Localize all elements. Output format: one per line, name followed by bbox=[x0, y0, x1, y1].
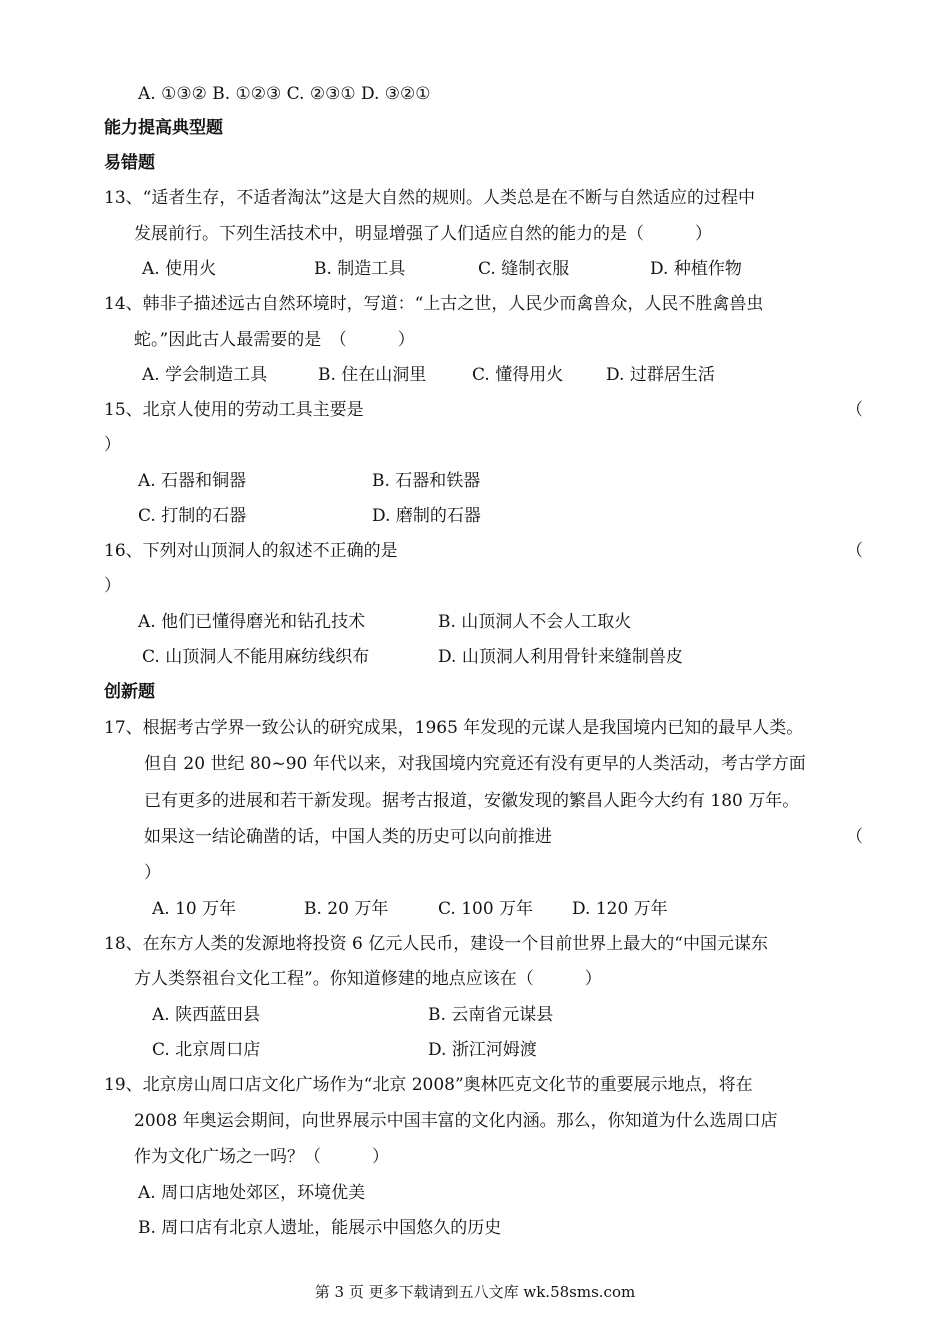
question-16-paren-close: ） bbox=[104, 576, 121, 596]
question-16-option-d: D. 山顶洞人利用骨针来缝制兽皮 bbox=[438, 647, 683, 667]
question-13-line1: 13、“适者生存，不适者淘汰”这是大自然的规则。人类总是在不断与自然适应的过程中 bbox=[104, 188, 756, 208]
question-17-line4: 如果这一结论确凿的话，中国人类的历史可以向前推进 bbox=[144, 827, 552, 847]
question-16-option-a: A. 他们已懂得磨光和钻孔技术 bbox=[138, 612, 366, 632]
question-17-option-d: D. 120 万年 bbox=[572, 899, 668, 919]
question-19-line2: 2008 年奥运会期间，向世界展示中国丰富的文化内涵。那么，你知道为什么选周口店 bbox=[134, 1111, 778, 1131]
question-15-paren-open: （ bbox=[846, 400, 863, 420]
question-14-option-b: B. 住在山洞里 bbox=[318, 365, 427, 385]
question-14-option-a: A. 学会制造工具 bbox=[142, 365, 268, 385]
question-18-option-d: D. 浙江河姆渡 bbox=[428, 1040, 537, 1060]
question-14-line1: 14、韩非子描述远古自然环境时，写道：“上古之世，人民少而禽兽众，人民不胜禽兽虫 bbox=[104, 294, 764, 314]
question-14-line2: 蛇。”因此古人最需要的是 （ ） bbox=[134, 330, 415, 350]
question-13-option-b: B. 制造工具 bbox=[314, 259, 406, 279]
question-14-option-c: C. 懂得用火 bbox=[472, 365, 564, 385]
section-heading-ability: 能力提高典型题 bbox=[104, 118, 223, 138]
question-16-paren-open: （ bbox=[846, 541, 863, 561]
question-17-option-b: B. 20 万年 bbox=[304, 899, 389, 919]
q12-options: A. ①③② B. ①②③ C. ②③① D. ③②① bbox=[138, 84, 431, 104]
question-17-line3: 已有更多的进展和若干新发现。据考古报道，安徽发现的繁昌人距今大约有 180 万年。 bbox=[144, 791, 800, 811]
question-17-paren-open: （ bbox=[846, 827, 863, 847]
question-17-option-a: A. 10 万年 bbox=[152, 899, 237, 919]
question-13-option-c: C. 缝制衣服 bbox=[478, 259, 570, 279]
question-16-line1: 16、下列对山顶洞人的叙述不正确的是 bbox=[104, 541, 398, 561]
question-15-paren-close: ） bbox=[104, 435, 121, 455]
question-17-line1: 17、根据考古学界一致公认的研究成果，1965 年发现的元谋人是我国境内已知的最早人类。 bbox=[104, 718, 804, 738]
question-18-line2: 方人类祭祖台文化工程”。你知道修建的地点应该在（ ） bbox=[134, 969, 602, 989]
question-13-option-d: D. 种植作物 bbox=[650, 259, 742, 279]
question-19-line1: 19、北京房山周口店文化广场作为“北京 2008”奥林匹克文化节的重要展示地点，将在 bbox=[104, 1075, 753, 1095]
question-15-option-c: C. 打制的石器 bbox=[138, 506, 247, 526]
question-15-line1: 15、北京人使用的劳动工具主要是 bbox=[104, 400, 364, 420]
question-19-option-b: B. 周口店有北京人遗址，能展示中国悠久的历史 bbox=[138, 1218, 502, 1238]
question-15-option-a: A. 石器和铜器 bbox=[138, 471, 247, 491]
question-18-option-a: A. 陕西蓝田县 bbox=[152, 1005, 261, 1025]
question-19-line3: 作为文化广场之一吗？（ ） bbox=[134, 1147, 389, 1167]
question-18-line1: 18、在东方人类的发源地将投资 6 亿元人民币，建设一个目前世界上最大的“中国元谋东 bbox=[104, 934, 768, 954]
section-heading-innovation: 创新题 bbox=[104, 682, 155, 702]
question-16-option-c: C. 山顶洞人不能用麻纺线织布 bbox=[142, 647, 370, 667]
section-heading-error-prone: 易错题 bbox=[104, 153, 155, 173]
question-17-paren-close: ） bbox=[144, 863, 161, 883]
question-18-option-c: C. 北京周口店 bbox=[152, 1040, 261, 1060]
question-13-line2: 发展前行。下列生活技术中，明显增强了人们适应自然的能力的是（ ） bbox=[134, 224, 712, 244]
question-14-option-d: D. 过群居生活 bbox=[606, 365, 715, 385]
question-15-option-b: B. 石器和铁器 bbox=[372, 471, 481, 491]
question-15-option-d: D. 磨制的石器 bbox=[372, 506, 481, 526]
question-17-option-c: C. 100 万年 bbox=[438, 899, 534, 919]
question-16-option-b: B. 山顶洞人不会人工取火 bbox=[438, 612, 632, 632]
question-13-option-a: A. 使用火 bbox=[142, 259, 217, 279]
page-footer: 第 3 页 更多下载请到五八文库 wk.58sms.com bbox=[314, 1283, 636, 1301]
question-17-line2: 但自 20 世纪 80~90 年代以来，对我国境内究竟还有没有更早的人类活动，考古学方面 bbox=[144, 754, 806, 774]
question-19-option-a: A. 周口店地处郊区，环境优美 bbox=[138, 1183, 366, 1203]
question-18-option-b: B. 云南省元谋县 bbox=[428, 1005, 554, 1025]
